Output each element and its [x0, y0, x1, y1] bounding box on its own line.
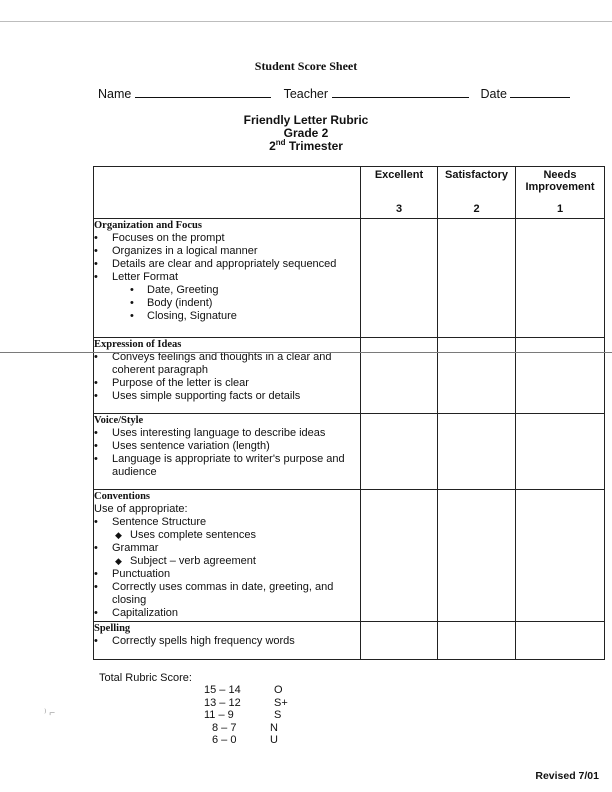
row-organization — [94, 219, 605, 338]
scale-row — [204, 684, 288, 697]
scale-mark: N — [270, 721, 278, 734]
criterion: • Uses interesting language to describe ideas — [94, 427, 360, 440]
criterion: • Correctly spells high frequency words — [94, 635, 360, 648]
sub-criterion: ◆ Uses complete sentences — [94, 529, 360, 542]
criterion: • Uses sentence variation (length) — [94, 440, 360, 453]
criterion: • Details are clear and appropriately sequenced — [94, 258, 360, 271]
score-cell-1[interactable] — [516, 219, 605, 338]
stray-mark: ⁾ ⌐ — [44, 708, 56, 719]
scale-row — [204, 709, 288, 722]
scale-range: 11 – 9 — [204, 709, 234, 721]
rubric-heading — [0, 114, 612, 153]
rubric-title: Friendly Letter Rubric — [243, 113, 369, 127]
criterion: • Punctuation — [94, 568, 360, 581]
column-label: Excellent — [374, 169, 424, 181]
score-scale — [204, 684, 288, 747]
scale-mark: S — [274, 709, 282, 721]
rubric-trimester — [0, 140, 612, 153]
column-satisfactory — [438, 167, 516, 219]
score-cell-2[interactable] — [438, 622, 516, 660]
trimester-number: 2 — [269, 139, 276, 153]
criteria-intro: Use of appropriate: — [94, 503, 188, 515]
row-expression — [94, 338, 605, 414]
criterion: • Correctly uses commas in date, greeting, and — [94, 581, 360, 594]
criterion-continuation: audience — [112, 466, 157, 478]
category-title: Voice/Style — [94, 415, 144, 426]
row-voice-style — [94, 414, 605, 490]
sub-criterion: • Body (indent) — [94, 297, 360, 310]
category-title: Organization and Focus — [94, 220, 202, 231]
scan-artifact-line — [0, 352, 612, 353]
student-info-row — [98, 86, 570, 101]
category-title: Expression of Ideas — [94, 339, 182, 350]
total-score-label: Total Rubric Score: — [99, 672, 192, 684]
sheet-title: Student Score Sheet — [254, 59, 358, 73]
column-needs-improvement — [516, 167, 605, 219]
column-score: 1 — [556, 203, 564, 215]
row-conventions — [94, 490, 605, 622]
column-excellent — [361, 167, 438, 219]
header-blank-cell — [94, 167, 361, 219]
score-cell-1[interactable] — [516, 622, 605, 660]
scale-range: 8 – 7 — [212, 721, 237, 734]
sub-criterion: • Date, Greeting — [94, 284, 360, 297]
criterion: • Purpose of the letter is clear — [94, 377, 360, 390]
header-row — [94, 167, 605, 219]
column-label: Satisfactory — [445, 169, 508, 181]
date-field[interactable] — [510, 86, 570, 98]
top-divider — [0, 21, 612, 22]
criteria-cell — [94, 338, 361, 414]
score-cell-3[interactable] — [361, 622, 438, 660]
score-cell-1[interactable] — [516, 414, 605, 490]
criterion: • Letter Format — [94, 271, 360, 284]
criterion: • Capitalization — [94, 607, 360, 620]
scale-range: 13 – 12 — [204, 696, 241, 709]
criteria-cell — [94, 622, 361, 660]
scale-mark: S+ — [274, 696, 288, 709]
category-title: Conventions — [94, 491, 151, 502]
criteria-cell — [94, 414, 361, 490]
scale-range: 15 – 14 — [204, 684, 241, 696]
category-title: Spelling — [94, 623, 131, 634]
score-cell-3[interactable] — [361, 338, 438, 414]
score-cell-3[interactable] — [361, 219, 438, 338]
scale-mark: U — [270, 734, 278, 746]
sub-criterion: ◆ Subject – verb agreement — [94, 555, 360, 568]
trimester-suffix: nd — [275, 138, 286, 147]
scale-row — [204, 734, 288, 747]
column-score: 2 — [473, 203, 480, 215]
rubric-table — [93, 166, 605, 660]
rubric-grade: Grade 2 — [283, 126, 329, 140]
date-label: Date — [480, 87, 507, 101]
teacher-field[interactable] — [332, 86, 469, 98]
score-cell-2[interactable] — [438, 490, 516, 622]
score-cell-3[interactable] — [361, 490, 438, 622]
criteria-cell — [94, 490, 361, 622]
score-cell-2[interactable] — [438, 338, 516, 414]
criterion: • Organizes in a logical manner — [94, 245, 360, 258]
criterion-continuation: closing — [112, 594, 147, 606]
score-cell-1[interactable] — [516, 490, 605, 622]
row-spelling — [94, 622, 605, 660]
scale-mark: O — [274, 684, 283, 696]
sub-criterion: • Closing, Signature — [94, 310, 360, 323]
column-label: Needs Improvement — [525, 169, 595, 193]
teacher-label: Teacher — [283, 87, 329, 101]
trimester-word: Trimester — [288, 139, 343, 153]
criterion: • Conveys feelings and thoughts in a clear and — [94, 351, 360, 364]
scale-row — [204, 697, 288, 710]
criterion: • Language is appropriate to writer's purpose and — [94, 453, 360, 466]
revised-date: Revised 7/01 — [535, 770, 599, 782]
scale-row — [204, 722, 288, 735]
score-cell-3[interactable] — [361, 414, 438, 490]
score-cell-2[interactable] — [438, 219, 516, 338]
score-cell-1[interactable] — [516, 338, 605, 414]
criterion: • Focuses on the prompt — [94, 232, 360, 245]
name-label: Name — [98, 87, 132, 101]
score-cell-2[interactable] — [438, 414, 516, 490]
criterion: • Uses simple supporting facts or details — [94, 390, 360, 403]
column-score: 3 — [395, 203, 403, 215]
scale-range: 6 – 0 — [212, 734, 237, 746]
name-field[interactable] — [135, 86, 271, 98]
criterion: • Grammar — [94, 542, 360, 555]
criterion: • Sentence Structure — [94, 516, 360, 529]
criterion-continuation: coherent paragraph — [112, 364, 209, 376]
criteria-cell — [94, 219, 361, 338]
